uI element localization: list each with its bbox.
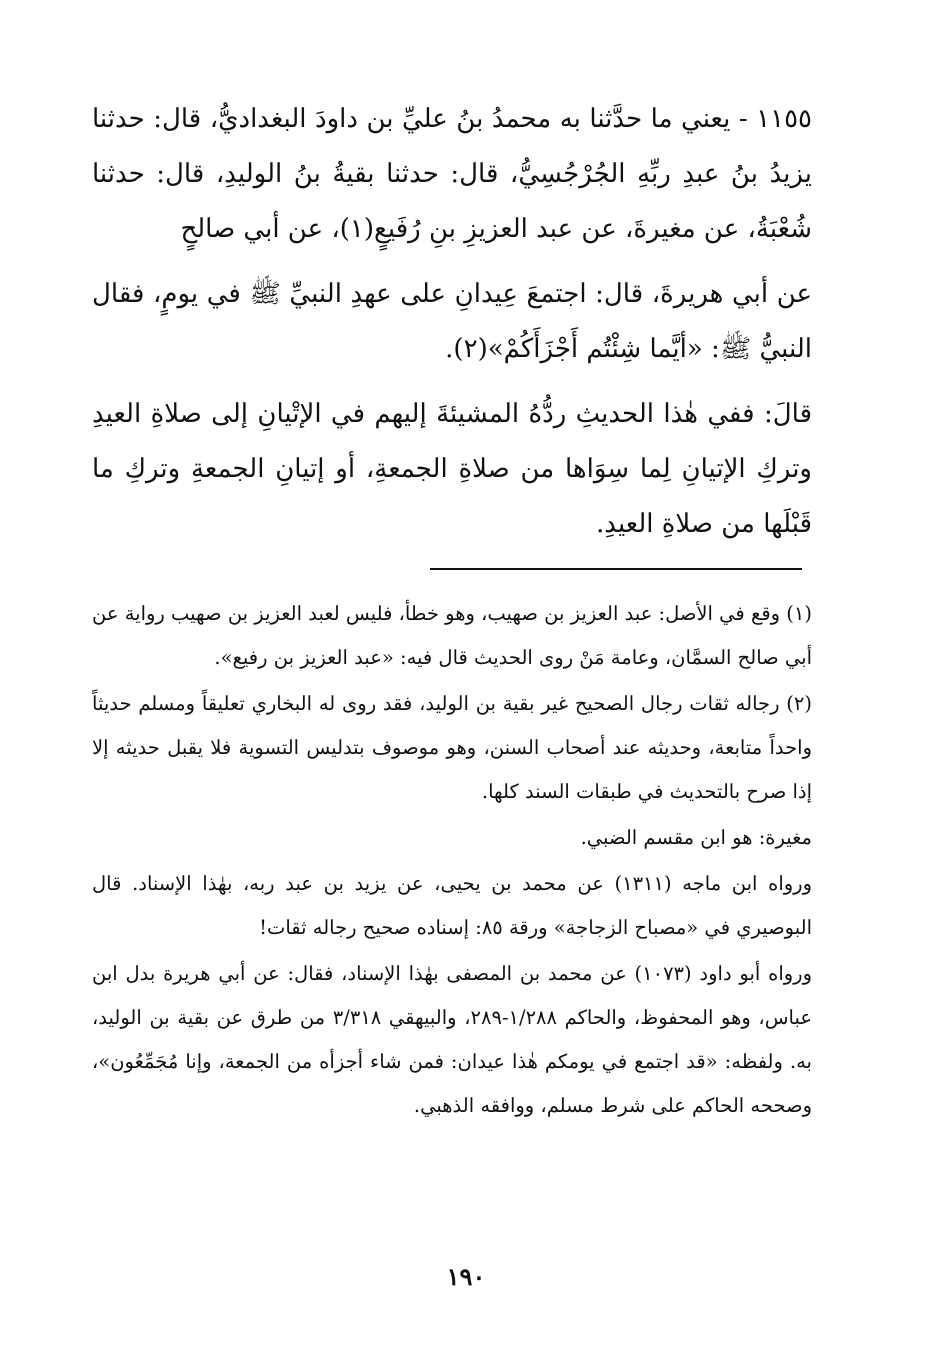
commentary-paragraph: قالَ: ففي هٰذا الحديثِ ردُّهُ المشيئةَ إليهم في الإتْيانِ إلى صلاةِ العيدِ وتركِ الإتيانِ لِما سِوَاها من صلاةِ الجمعةِ، أو إتيانِ الجمعةِ وتركِ ما قَبْلَها من صلاةِ العيدِ. [92, 399, 812, 539]
footnote-1: (١) وقع في الأصل: عبد العزيز بن صهيب، وهو خطأ، فليس لعبد العزيز بن صهيب رواية عن أبي صالح السمَّان، وعامة مَنْ روى الحديث قال فيه: «عبد العزيز بن رفيع». [92, 602, 812, 669]
hadith-matn-paragraph: عن أبي هريرةَ، قال: اجتمعَ عِيدانِ على عهدِ النبيِّ ﷺ في يومٍ، فقال النبيُّ ﷺ: «أيَّما شِئْتُم أَجْزَأَكُمْ»(٢). [92, 279, 812, 364]
footnote-note-abu-dawud: ورواه أبو داود (١٠٧٣) عن محمد بن المصفى بهٰذا الإسناد، فقال: عن أبي هريرة بدل ابن عباس، وهو المحفوظ، والحاكم ١/٢٨٨-٢٨٩، والبيهقي ٣/٣١٨ من طرق عن بقية بن الوليد، به. ولفظه: «قد اجتمع في يومكم هٰذا عيدان: فمن شاء أجزأه من الجمعة، وإنا مُجَمِّعُون»، وصححه الحاكم على شرط مسلم، ووافقه الذهبي. [92, 962, 812, 1117]
hadith-isnad-paragraph: ١١٥٥ - يعني ما حدَّثنا به محمدُ بنُ عليِّ بن داودَ البغداديُّ، قال: حدثنا يزيدُ بنُ عبدِ ربِّهِ الجُرْجُسِيُّ، قال: حدثنا بقيةُ بنُ الوليدِ، قال: حدثنا شُعْبَةُ، عن مغيرةَ، عن عبد العزيزِ بنِ رُفَيعٍ(١)، عن أبي صالحٍ [92, 104, 812, 244]
footnote-divider [430, 568, 802, 570]
page-number: ١٩٠ [446, 1262, 486, 1291]
main-text [92, 92, 812, 562]
footnote-note-ibn-majah: ورواه ابن ماجه (١٣١١) عن محمد بن يحيى، عن يزيد بن عبد ربه، بهٰذا الإسناد. قال البوصيري في «مصباح الزجاجة» ورقة ٨٥: إسناده صحيح رجاله ثقات! [92, 872, 813, 939]
footnote-2: (٢) رجاله ثقات رجال الصحيح غير بقية بن الوليد، فقد روى له البخاري تعليقاً ومسلم حديثاً واحداً متابعة، وحديثه عند أصحاب السنن، وهو موصوف بتدليس التسوية فلا يقبل حديثه إلا إذا صرح بالتحديث في طبقات السند كلها. [92, 692, 812, 803]
footnote-note-mughira: مغيرة: هو ابن مقسم الضبي. [580, 826, 812, 849]
footnotes [92, 592, 812, 1130]
